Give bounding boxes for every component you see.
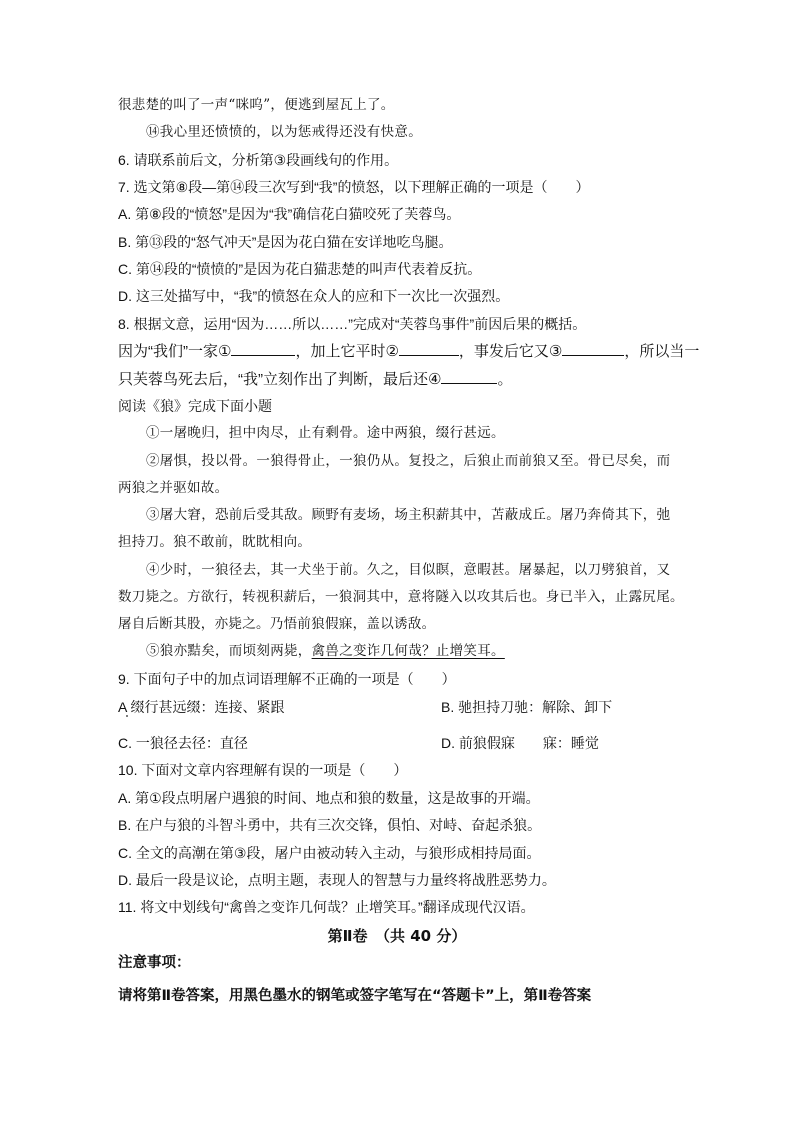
- wolf-paragraph-4-cont: 数刀毙之。方欲行，转视积薪后，一狼洞其中，意将隧入以攻其后也。身已半入，止露尻尾。: [118, 589, 684, 605]
- reading-intro: 阅读《狼》完成下面小题: [118, 398, 272, 414]
- wolf-paragraph-2: ②屠惧，投以骨。一狼得骨止，一狼仍从。复投之，后狼止而前狼又至。骨已尽矣，而: [146, 453, 671, 469]
- text: ，事发后它又③: [458, 343, 563, 360]
- underlined-sentence: 禽兽之变诈几何哉？止增笑耳。: [311, 643, 505, 659]
- question-7-option-a: A. 第⑧段的“愤怒”是因为“我”确信花白猫咬死了芙蓉鸟。: [118, 206, 461, 222]
- question-8-stem: 8. 根据文意，运用“因为……所以……”完成对“芙蓉鸟事件”前因后果的概括。: [118, 316, 587, 332]
- text: ⑤狼亦黠矣，而顷刻两毙，: [146, 643, 312, 659]
- question-9-option-a: A 缀行甚远缀：连接、紧跟: [118, 699, 285, 715]
- question-7-option-d: D. 这三处描写中，“我”的愤怒在众人的应和下一次比一次强烈。: [118, 288, 510, 304]
- question-9-stem: 9. 下面句子中的加点词语理解不正确的一项是（ ）: [118, 671, 456, 687]
- question-7-option-b: B. 第⑬段的“怒气冲天”是因为花白猫在安详地吃鸟腿。: [118, 234, 453, 250]
- question-6: 6. 请联系前后文，分析第③段画线句的作用。: [118, 152, 399, 168]
- section-2-title: 第Ⅱ卷 （共 40 分）: [327, 927, 467, 945]
- question-7-stem: 7. 选文第⑧段—第⑭段三次写到“我”的愤怒，以下理解正确的一项是（ ）: [118, 179, 590, 195]
- wolf-paragraph-4-end: 屠自后断其股，亦毙之。乃悟前狼假寐，盖以诱敌。: [118, 616, 436, 632]
- notice-text: 请将第Ⅱ卷答案，用黑色墨水的钢笔或签字笔写在“答题卡”上，第Ⅱ卷答案: [118, 988, 592, 1004]
- question-11: 11. 将文中划线句“禽兽之变诈几何哉？止增笑耳。”翻译成现代汉语。: [118, 899, 535, 915]
- answer-blank-3[interactable]: [562, 341, 624, 356]
- passage-line: ⑭我心里还愤愤的，以为惩戒得还没有快意。: [146, 124, 422, 140]
- answer-blank-4[interactable]: [441, 369, 497, 384]
- wolf-paragraph-4: ④少时，一狼径去，其一犬坐于前。久之，目似瞑，意暇甚。屠暴起，以刀劈狼首，又: [146, 562, 671, 578]
- question-8-line-1: [118, 341, 699, 362]
- question-9-option-d: D. 前狼假寐 寐：睡觉: [441, 735, 599, 751]
- emphasis-dot: [126, 715, 128, 717]
- answer-blank-2[interactable]: [399, 341, 459, 356]
- text: 只芙蓉鸟死去后，“我”立刻作出了判断，最后还④: [118, 371, 442, 388]
- question-10-stem: 10. 下面对文章内容理解有误的一项是（ ）: [118, 762, 408, 778]
- passage-line: 很悲楚的叫了一声“咪呜”，便逃到屋瓦上了。: [118, 97, 395, 113]
- text: 因为“我们”一家①: [118, 343, 232, 360]
- question-8-line-2: [118, 369, 512, 390]
- wolf-paragraph-3-cont: 担持刀。狼不敢前，眈眈相向。: [118, 534, 312, 550]
- text: ，加上它平时②: [295, 343, 399, 360]
- wolf-paragraph-3: ③屠大窘，恐前后受其敌。顾野有麦场，场主积薪其中，苫蔽成丘。屠乃奔倚其下，弛: [146, 507, 671, 523]
- wolf-paragraph-5: [146, 641, 505, 661]
- question-9-option-b: B. 驰担持刀驰：解除、卸下: [441, 699, 613, 715]
- text: ，所以当一: [624, 343, 700, 360]
- question-10-option-b: B. 在户与狼的斗智斗勇中，共有三次交锋，俱怕、对峙、奋起杀狼。: [118, 817, 542, 833]
- question-7-option-c: C. 第⑭段的“愤愤的”是因为花白猫悲楚的叫声代表着反抗。: [118, 261, 482, 277]
- question-10-option-d: D. 最后一段是议论，点明主题，表现人的智慧与力量终将战胜恶势力。: [118, 872, 556, 888]
- question-10-option-c: C. 全文的高潮在第③段，屠户由被动转入主动，与狼形成相持局面。: [118, 845, 541, 861]
- notice-title: 注意事项：: [118, 955, 191, 971]
- wolf-paragraph-1: ①一屠晚归，担中肉尽，止有剩骨。途中两狼，缀行甚远。: [146, 425, 505, 441]
- text: 。: [497, 371, 513, 388]
- question-9-option-c: C. 一狼径去径：直径: [118, 735, 248, 751]
- answer-blank-1[interactable]: [231, 341, 295, 356]
- question-10-option-a: A. 第①段点明屠户遇狼的时间、地点和狼的数量，这是故事的开端。: [118, 790, 540, 806]
- wolf-paragraph-2-cont: 两狼之并驱如故。: [118, 480, 229, 496]
